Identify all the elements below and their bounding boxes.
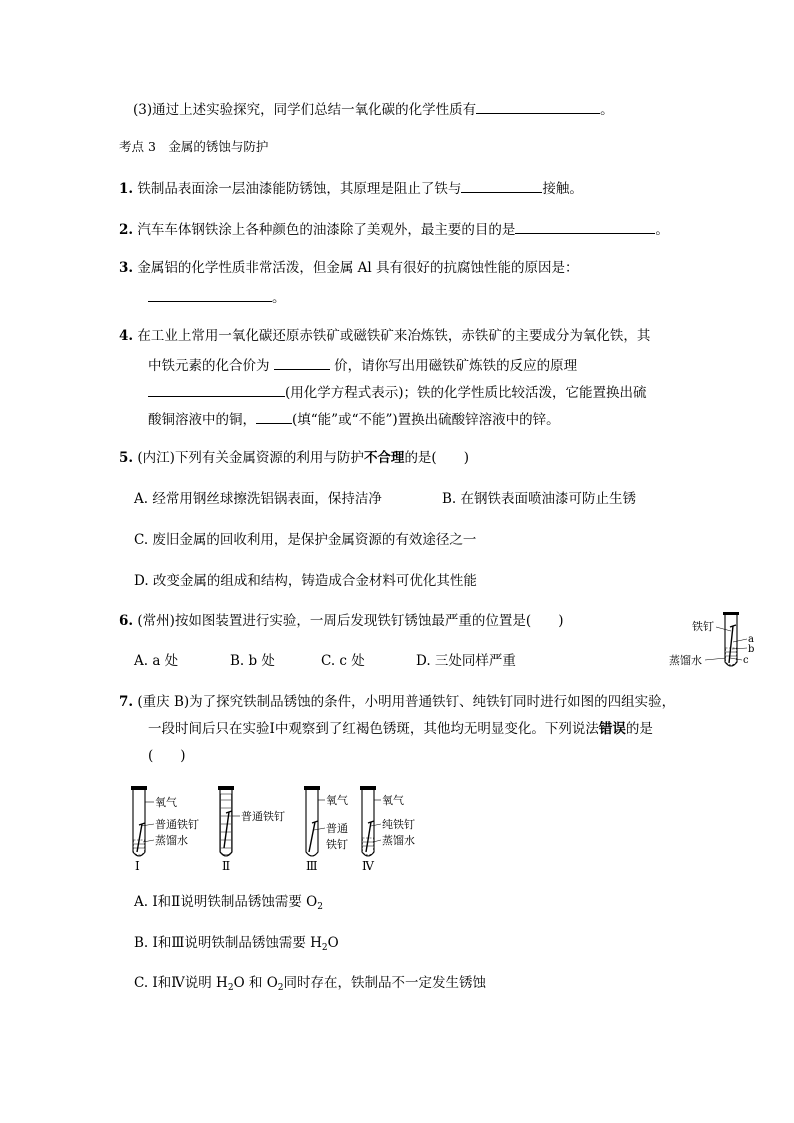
q3-sub-line: (3)通过上述实验探究，同学们总结一氧化碳的化学性质有 。 (133, 98, 614, 119)
tube-3 (304, 786, 348, 873)
svg-text:Ⅲ: Ⅲ (306, 859, 318, 873)
question-5: 5. (内江)下列有关金属资源的利用与防护不合理的是( ) (119, 450, 469, 466)
answer-blank[interactable] (476, 98, 600, 114)
svg-text:普通铁钉: 普通铁钉 (155, 818, 199, 831)
question-3: 3. 金属铝的化学性质非常活泼，但金属 Al 具有很好的抗腐蚀性能的原因是： (119, 260, 579, 276)
answer-blank[interactable] (148, 286, 272, 302)
question-1: 1. 铁制品表面涂一层油漆能防锈蚀，其原理是阻止了铁与 接触。 (119, 177, 583, 198)
svg-text:蒸馏水: 蒸馏水 (382, 834, 415, 847)
question-7-line2: 一段时间后只在实验Ⅰ中观察到了红褐色锈斑，其他均无明显变化。下列说法错误的是 (148, 721, 653, 737)
q6-test-tube-figure (664, 608, 770, 674)
tube-4 (360, 786, 415, 873)
svg-text:氧气: 氧气 (382, 794, 404, 807)
q5-option-b[interactable]: B. 在钢铁表面喷油漆可防止生锈 (442, 491, 637, 507)
svg-text:普通: 普通 (326, 822, 348, 835)
svg-text:Ⅰ: Ⅰ (135, 859, 140, 873)
svg-text:氧气: 氧气 (326, 794, 348, 807)
answer-blank[interactable] (274, 354, 330, 370)
svg-text:蒸馏水: 蒸馏水 (155, 834, 188, 847)
nail-icon (309, 822, 315, 852)
question-4-line3: (用化学方程式表示)；铁的化学性质比较活泼，它能置换出硫 (148, 381, 647, 402)
question-6: 6. (常州)按如图装置进行实验，一周后发现铁钉锈蚀最严重的位置是( ) (119, 613, 564, 629)
question-7: 7. (重庆 B)为了探究铁制品锈蚀的条件，小明用普通铁钉、纯铁钉同时进行如图的四组实验， (119, 694, 676, 710)
q6-option-c[interactable]: C. c 处 (321, 653, 365, 669)
question-4-line4: 酸铜溶液中的铜， (填“能”或“不能”)置换出硫酸锌溶液中的锌。 (148, 408, 560, 429)
mark-a: a (748, 634, 754, 645)
answer-blank[interactable] (461, 177, 542, 193)
question-4-line2: 中铁元素的化合价为 价，请你写出用磁铁矿炼铁的反应的原理 (148, 354, 577, 375)
question-2: 2. 汽车车体钢铁涂上各种颜色的油漆除了美观外，最主要的目的是 。 (119, 218, 669, 239)
svg-text:普通铁钉: 普通铁钉 (241, 810, 285, 823)
q5-option-d[interactable]: D. 改变金属的组成和结构，铸造成合金材料可优化其性能 (134, 573, 477, 589)
mark-c: c (743, 655, 749, 666)
question-3-line2: 。 (148, 286, 286, 307)
answer-blank[interactable] (515, 218, 655, 234)
q7-option-c[interactable]: C. Ⅰ和Ⅳ说明 $H_2O$ 和 $O_2$同时存在，铁制品不一定发生锈蚀 (134, 975, 487, 993)
mark-b: b (748, 644, 755, 655)
q6-option-d[interactable]: D. 三处同样严重 (416, 653, 516, 669)
q5-option-a[interactable]: A. 经常用钢丝球擦洗铝锅表面，保持洁净 (134, 491, 382, 507)
answer-blank[interactable] (256, 408, 292, 424)
svg-text:Ⅱ: Ⅱ (222, 859, 231, 873)
tube-1 (131, 786, 199, 873)
section-title: 考点 3 金属的锈蚀与防护 (119, 139, 269, 154)
q7-option-b[interactable]: B. Ⅰ和Ⅲ说明铁制品锈蚀需要 $H_2O$ (134, 935, 339, 953)
q6-option-b[interactable]: B. b 处 (230, 653, 275, 669)
svg-text:Ⅳ: Ⅳ (362, 859, 374, 873)
answer-blank[interactable] (148, 381, 285, 397)
nail-label: 铁钉 (692, 620, 714, 633)
q6-option-a[interactable]: A. a 处 (134, 653, 179, 669)
svg-text:纯铁钉: 纯铁钉 (382, 818, 415, 831)
question-4: 4. 在工业上常用一氧化碳还原赤铁矿或磁铁矿来冶炼铁，赤铁矿的主要成分为氧化铁，其 (119, 328, 651, 344)
q7-four-tubes-figure (124, 782, 444, 874)
question-7-line3: ( ) (148, 748, 186, 764)
svg-text:氧气: 氧气 (155, 796, 177, 809)
svg-text:铁钉: 铁钉 (326, 838, 348, 851)
tube-stopper (723, 612, 739, 615)
q7-option-a[interactable]: A. Ⅰ和Ⅱ说明铁制品锈蚀需要 $O_2$ (134, 894, 323, 912)
q5-option-c[interactable]: C. 废旧金属的回收利用，是保护金属资源的有效途径之一 (134, 532, 477, 548)
tube-2 (218, 786, 285, 873)
water-label: 蒸馏水 (669, 654, 702, 667)
